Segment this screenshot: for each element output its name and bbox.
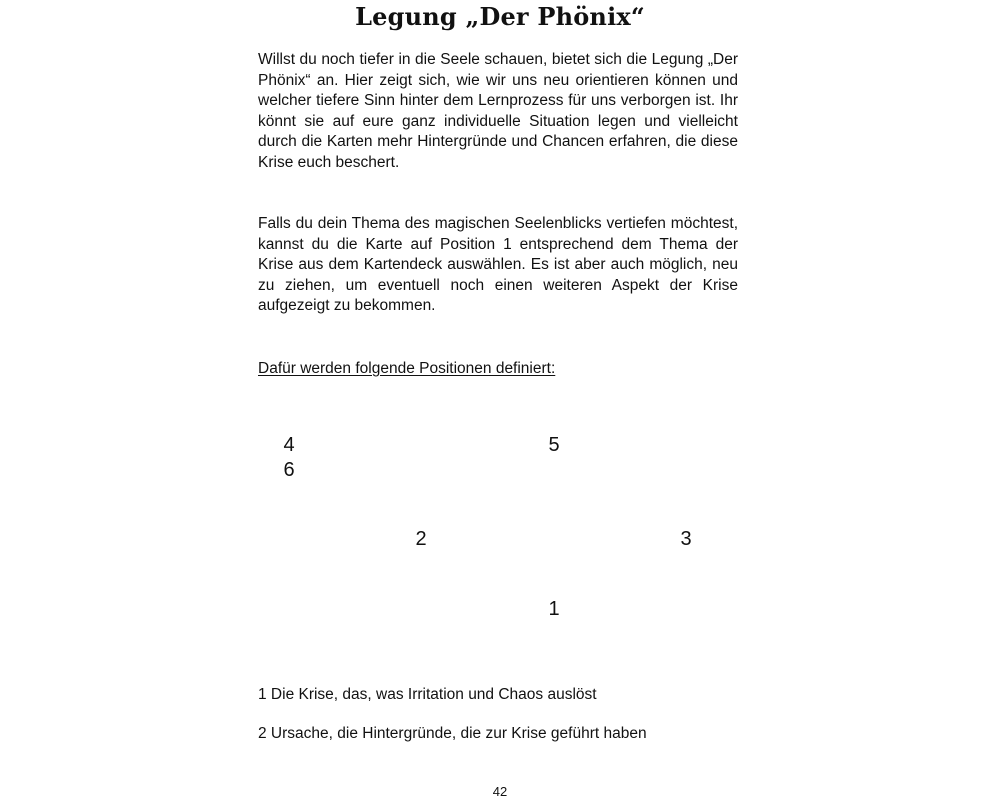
position-4-label: 4 (283, 434, 295, 456)
second-paragraph: Falls du dein Thema des magischen Seelenblicks vertiefen möchtest, kannst du die Karte auf Position 1 entsprechend dem Thema der Krise aus dem Kartendeck auswählen. Es ist aber auch möglich, neu zu ziehen, um eventuell noch einen weiteren Aspekt der Krise aufgezeigt zu bekommen. (258, 215, 738, 314)
position-1-definition: 1 Die Krise, das, was Irritation und Chaos auslöst (258, 686, 597, 703)
positions-heading: Dafür werden folgende Positionen definiert: (258, 360, 556, 377)
position-2-definition: 2 Ursache, die Hintergründe, die zur Krise geführt haben (258, 725, 647, 742)
position-3-label: 3 (680, 528, 692, 550)
page-title: Legung „Der Phönix“ (355, 2, 645, 31)
intro-paragraph: Willst du noch tiefer in die Seele schauen, bietet sich die Legung „Der Phönix“ an. Hier zeigt sich, wie wir uns neu orientieren können und welcher tiefere Sinn hinter dem Lernprozess für uns verborgen ist. Ihr könnt sie auf eure ganz individuelle Situation legen und vielleicht durch die Karten mehr Hintergründe und Chancen erfahren, die diese Krise euch beschert. (258, 51, 738, 171)
position-1-label: 1 (548, 598, 560, 620)
page-number: 42 (492, 784, 508, 799)
position-2-label: 2 (415, 528, 427, 550)
position-5-label: 5 (548, 434, 560, 456)
position-6-label: 6 (283, 459, 295, 481)
